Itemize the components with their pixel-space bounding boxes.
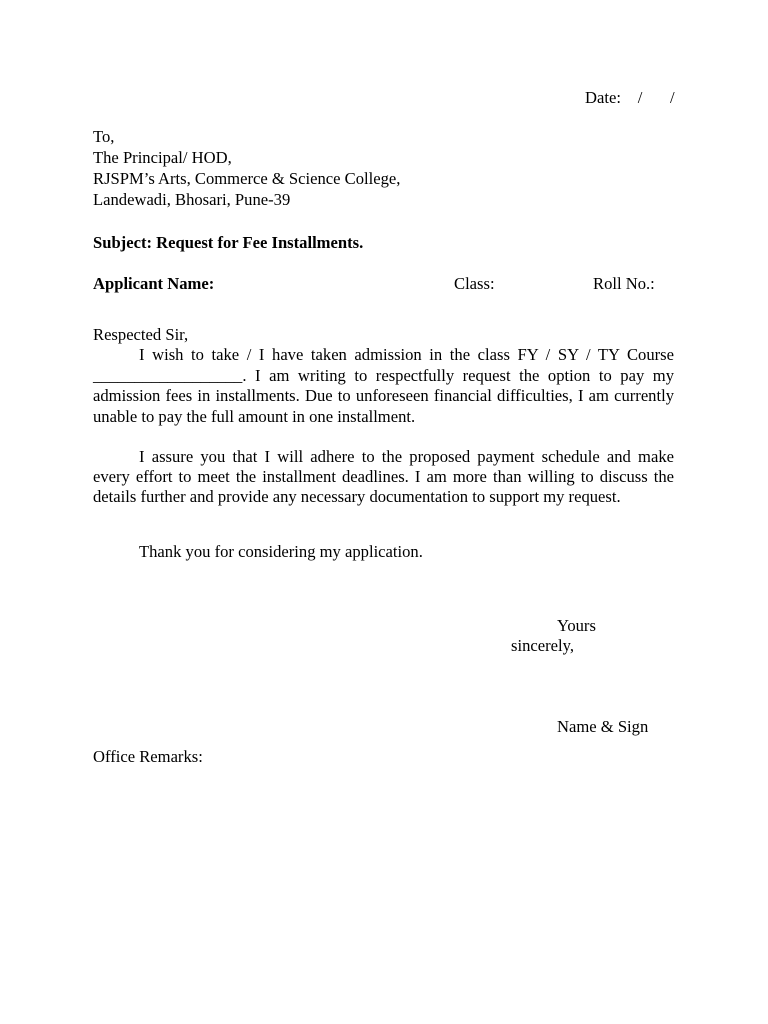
closing-sincerely: sincerely, [511, 636, 574, 655]
closing-yours: Yours [557, 616, 596, 635]
date-line [585, 87, 681, 108]
address-to: To, [93, 127, 115, 146]
body-paragraph-1 [93, 345, 674, 427]
body-paragraph-3: Thank you for considering my application. [139, 542, 423, 561]
address-institution: RJSPM’s Arts, Commerce & Science College, [93, 169, 401, 188]
date-label: Date: [585, 88, 621, 107]
office-remarks-label: Office Remarks: [93, 747, 203, 766]
address-location: Landewadi, Bhosari, Pune-39 [93, 190, 291, 209]
body-paragraph-2-text: I assure you that I will adhere to the proposed payment schedule and make every effort to meet the installment deadlines. I am more than willing to discuss the details further and provide any necessary documentation to support my request. [93, 447, 674, 506]
address-recipient: The Principal/ HOD, [93, 148, 232, 167]
salutation: Respected Sir, [93, 325, 189, 344]
body-paragraph-1-text: I wish to take / I have taken admission in the class FY / SY / TY Course __________________. I am writing to respectfully request the option to pay my admission fees in installments. Due to unforeseen financial difficulties, I am currently unable to pay the full amount in one installment. [93, 345, 674, 426]
class-label: Class: [454, 274, 495, 293]
applicant-name-label: Applicant Name: [93, 274, 215, 293]
body-paragraph-2 [93, 447, 674, 507]
date-separator-2: / [669, 88, 675, 107]
signature-label: Name & Sign [557, 717, 649, 736]
roll-number-label: Roll No.: [593, 274, 655, 293]
subject-line: Subject: Request for Fee Installments. [93, 233, 364, 252]
date-separator-1: / [637, 88, 643, 107]
